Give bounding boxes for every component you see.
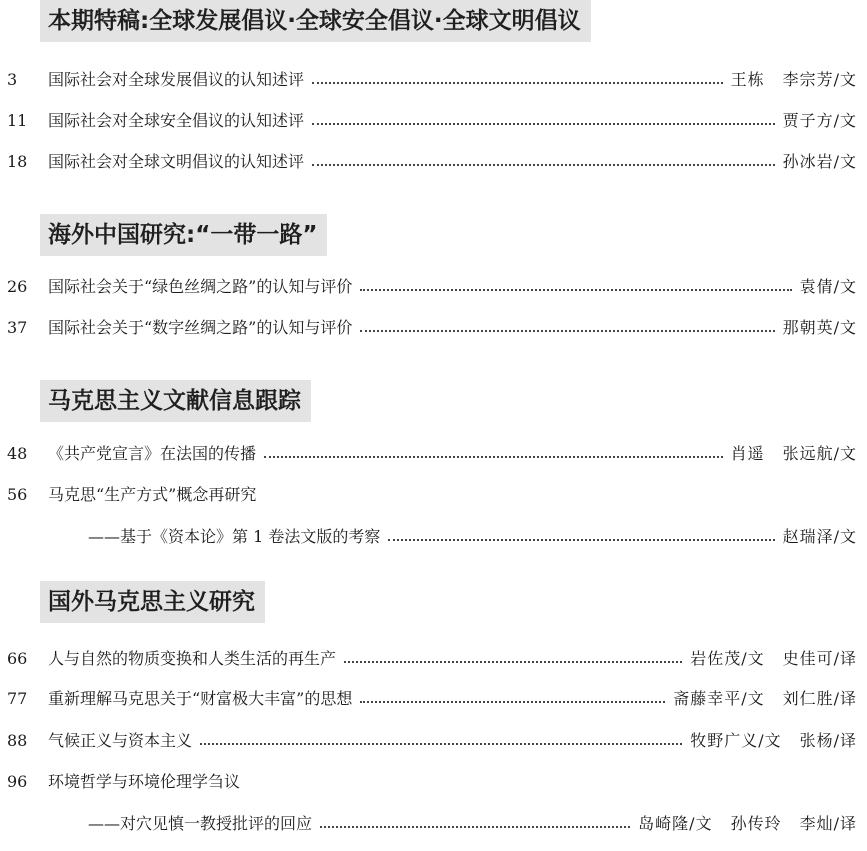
page-number: 3	[7, 70, 18, 89]
article-credit: 岛崎隆/文 孙传玲 李灿/译	[638, 814, 857, 833]
page-number: 48	[7, 444, 28, 463]
section-header	[0, 0, 867, 42]
page-number: 88	[7, 731, 28, 750]
article-title[interactable]: 《共产党宣言》在法国的传播	[48, 444, 257, 463]
page-number: 77	[7, 689, 28, 708]
dot-leader	[312, 123, 775, 125]
page-number: 11	[7, 111, 28, 130]
dot-leader	[388, 539, 774, 541]
toc-entry[interactable]	[0, 108, 867, 134]
toc-entry-subtitle[interactable]	[0, 524, 867, 550]
dot-leader	[320, 826, 630, 828]
article-title[interactable]: 重新理解马克思关于“财富极大丰富”的思想	[48, 689, 353, 708]
section-header	[0, 214, 867, 256]
article-title[interactable]: 国际社会对全球文明倡议的认知述评	[48, 152, 305, 171]
article-title[interactable]: 国际社会对全球发展倡议的认知述评	[48, 70, 305, 89]
dot-leader	[360, 701, 665, 703]
dot-leader	[360, 330, 774, 332]
section-header	[0, 581, 867, 623]
article-title[interactable]: 国际社会关于“数字丝绸之路”的认知与评价	[48, 318, 353, 337]
page-number: 66	[7, 649, 28, 668]
article-credit: 那朝英/文	[782, 318, 857, 337]
article-title[interactable]: 人与自然的物质变换和人类生活的再生产	[48, 649, 337, 668]
section-header	[0, 380, 867, 422]
article-title[interactable]: 国际社会对全球安全倡议的认知述评	[48, 111, 305, 130]
section-title: 本期特稿:全球发展倡议·全球安全倡议·全球文明倡议	[40, 0, 591, 42]
toc-entry[interactable]	[0, 646, 867, 672]
article-title[interactable]: 环境哲学与环境伦理学刍议	[48, 772, 241, 791]
article-credit: 斋藤幸平/文 刘仁胜/译	[673, 689, 857, 708]
toc-entry[interactable]	[0, 149, 867, 175]
toc-entry[interactable]	[0, 315, 867, 341]
toc-entry[interactable]	[0, 274, 867, 300]
toc-entry[interactable]	[0, 769, 867, 795]
page-number: 96	[7, 772, 28, 791]
article-title[interactable]: 马克思“生产方式”概念再研究	[48, 485, 257, 504]
page-number: 56	[7, 485, 28, 504]
article-title[interactable]: 国际社会关于“绿色丝绸之路”的认知与评价	[48, 277, 353, 296]
article-credit: 贾子方/文	[782, 111, 857, 130]
article-credit: 牧野广义/文 张杨/译	[690, 731, 857, 750]
toc-entry[interactable]	[0, 728, 867, 754]
article-subtitle[interactable]: ——对穴见慎一教授批评的回应	[88, 814, 313, 833]
article-subtitle[interactable]: ——基于《资本论》第 1 卷法文版的考察	[88, 527, 381, 546]
dot-leader	[312, 164, 775, 166]
toc-entry[interactable]	[0, 67, 867, 93]
page-number: 37	[7, 318, 28, 337]
dot-leader	[344, 661, 682, 663]
dot-leader	[264, 456, 723, 458]
toc-entry[interactable]	[0, 482, 867, 508]
dot-leader	[312, 82, 723, 84]
section-title: 国外马克思主义研究	[40, 581, 265, 623]
article-credit: 岩佐茂/文 史佳可/译	[690, 649, 857, 668]
article-credit: 孙冰岩/文	[782, 152, 857, 171]
dot-leader	[200, 743, 682, 745]
article-title[interactable]: 气候正义与资本主义	[48, 731, 193, 750]
section-title: 海外中国研究:“一带一路”	[40, 214, 327, 256]
page-number: 18	[7, 152, 28, 171]
article-credit: 王栋 李宗芳/文	[730, 70, 857, 89]
section-title: 马克思主义文献信息跟踪	[40, 380, 311, 422]
article-credit: 赵瑞泽/文	[782, 527, 857, 546]
dot-leader	[360, 289, 791, 291]
toc-entry-subtitle[interactable]	[0, 811, 867, 837]
article-credit: 肖遥 张远航/文	[730, 444, 857, 463]
page-number: 26	[7, 277, 28, 296]
toc-entry[interactable]	[0, 441, 867, 467]
article-credit: 袁倩/文	[799, 277, 857, 296]
toc-entry[interactable]	[0, 686, 867, 712]
